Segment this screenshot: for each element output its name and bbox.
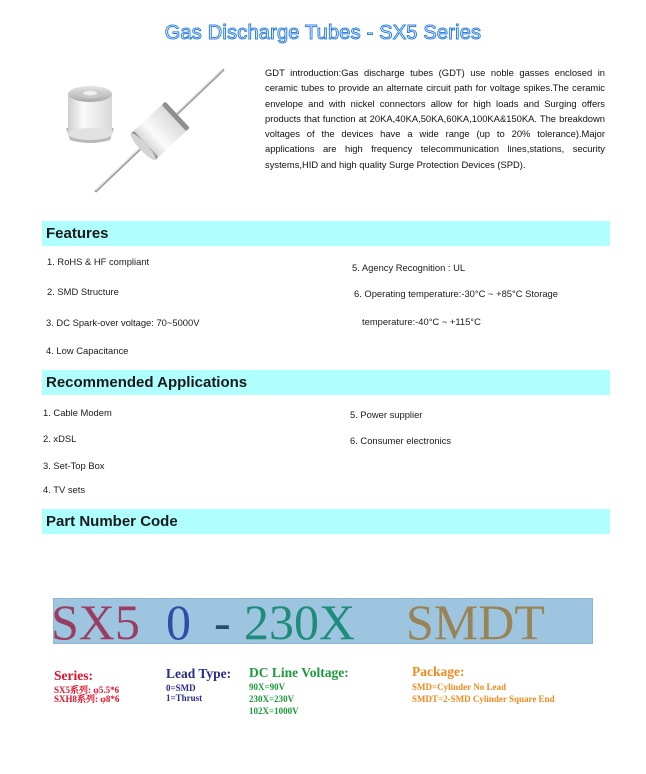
- code-segment-package: SMDT: [406, 594, 545, 650]
- legend-dc-voltage-line: 230X=230V: [249, 694, 295, 704]
- legend-lead-type: [166, 666, 231, 703]
- legend-package: [412, 664, 555, 704]
- application-item: 1. Cable Modem: [43, 407, 112, 418]
- feature-item: 1. RoHS & HF compliant: [47, 256, 150, 267]
- application-item: 6. Consumer electronics: [350, 435, 452, 446]
- legend-package-heading: Package:: [412, 664, 465, 679]
- application-item: 2. xDSL: [43, 433, 77, 444]
- feature-item-continued: temperature:-40°C ~ +115°C: [362, 316, 481, 327]
- legend-lead-type-heading: Lead Type:: [166, 666, 232, 681]
- legend-lead-type-line: 1=Thrust: [166, 693, 203, 703]
- feature-item: 3. DC Spark-over voltage: 70~5000V: [46, 317, 200, 328]
- code-segment-voltage: 230X: [244, 594, 356, 650]
- application-item: 3. Set-Top Box: [43, 460, 105, 471]
- legend-series-line: SXH8系列: φ8*6: [54, 694, 120, 704]
- legend-series-heading: Series:: [54, 668, 93, 683]
- product-image: [58, 66, 233, 194]
- feature-item: 4. Low Capacitance: [46, 345, 129, 356]
- page-title: Gas Discharge Tubes - SX5 Series: [164, 22, 482, 44]
- part-number-heading: Part Number Code: [46, 513, 178, 530]
- legend-dc-voltage-line: 102X=1000V: [249, 706, 299, 716]
- application-item: 5. Power supplier: [350, 409, 423, 420]
- legend-series: [54, 668, 119, 703]
- applications-heading: Recommended Applications: [46, 374, 248, 391]
- intro-paragraph: GDT introduction:Gas discharge tubes (GDT) use noble gasses enclosed in ceramic tubes to provide an alternate circuit path for voltage spikes.The ceramic envelope and with nickel connectors allow for high loads and Surging offers products that function at 20KA,40KA,50KA,60KA,100KA&150KA. The breakdown voltages of the devices have a wide range (up to 20% tolerance).Major applications are high frequency telecommunication lines,stations, security systems,HID and high quality Surge Protection Devices (SPD).: [265, 67, 605, 170]
- leaded-gdt-icon: [96, 69, 223, 191]
- legend-dc-voltage: [249, 665, 349, 716]
- legend-series-line: SX5系列: φ5.5*6: [54, 685, 120, 695]
- application-item: 4. TV sets: [43, 484, 86, 495]
- legend-package-line: SMD=Cylinder No Lead: [412, 682, 506, 692]
- applications-banner: [42, 370, 610, 395]
- legend-lead-type-line: 0=SMD: [166, 683, 196, 693]
- feature-item: 2. SMD Structure: [47, 286, 119, 297]
- part-number-banner: [42, 509, 610, 534]
- legend-dc-voltage-heading: DC Line Voltage:: [249, 665, 349, 680]
- code-segment-lead-type: 0: [166, 594, 191, 650]
- code-segment-dash: -: [214, 594, 231, 650]
- features-heading: Features: [46, 225, 109, 242]
- legend-package-line: SMDT=2-SMD Cylinder Square End: [412, 694, 555, 704]
- smd-gdt-icon: [66, 86, 114, 143]
- features-banner: [42, 221, 610, 246]
- feature-item: 6. Operating temperature:-30°C ~ +85°C Storage: [354, 288, 558, 299]
- part-number-code-bar: [51, 594, 593, 650]
- feature-item: 5. Agency Recognition : UL: [352, 262, 466, 273]
- code-segment-series: SX5: [51, 594, 140, 650]
- legend-dc-voltage-line: 90X=90V: [249, 682, 286, 692]
